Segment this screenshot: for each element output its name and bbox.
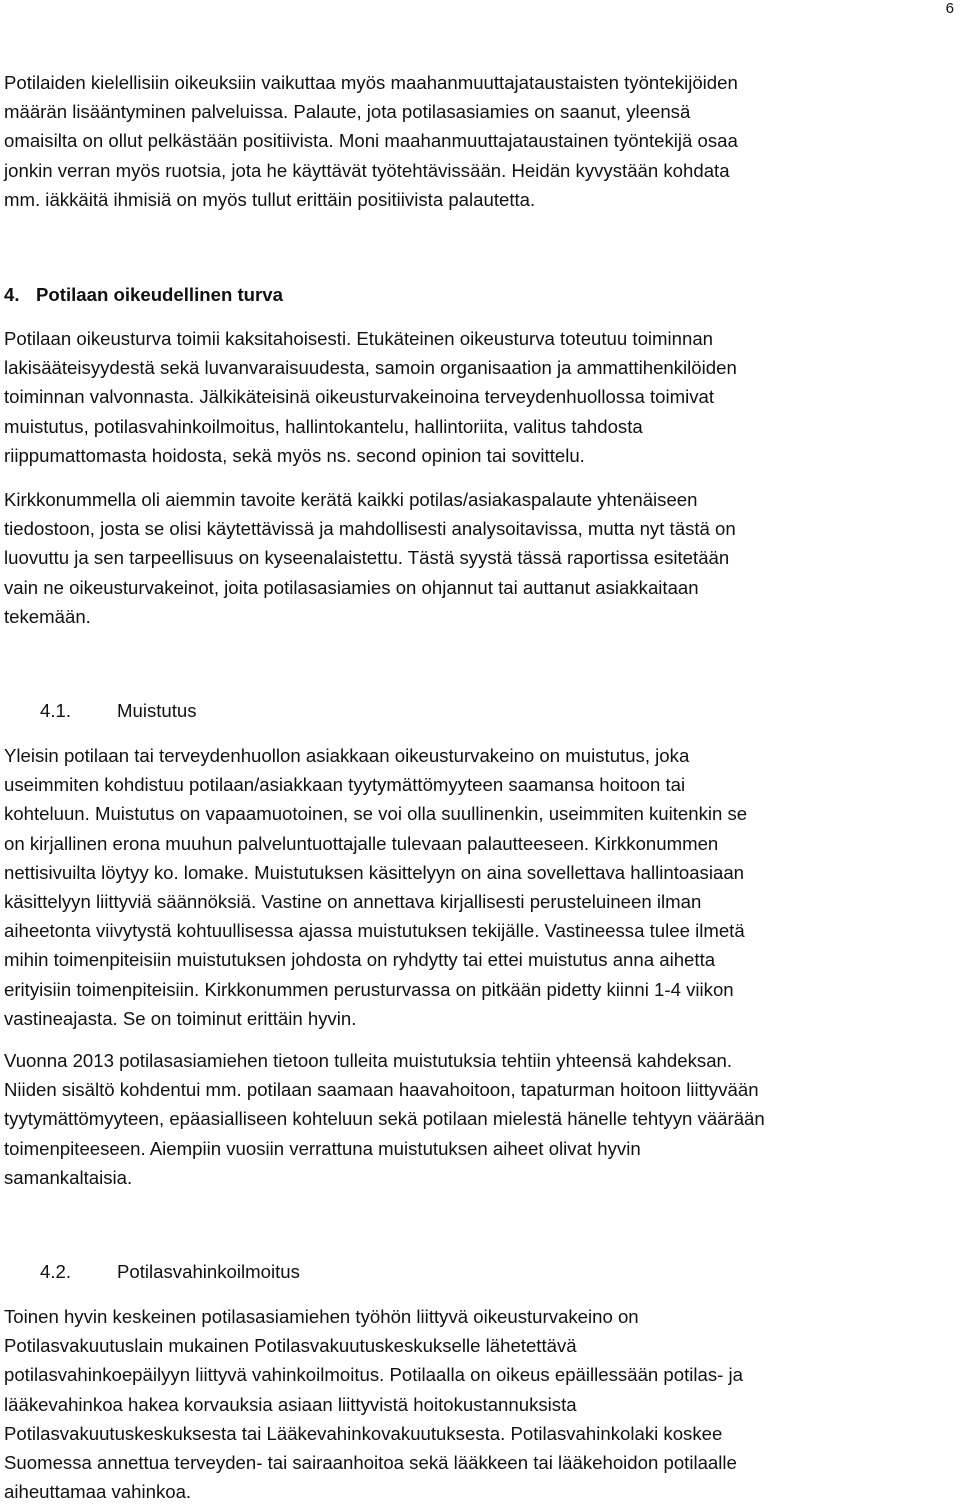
section-4-paragraph-1 [4,324,939,470]
section-4-heading [4,280,283,309]
text-line: aiheuttamaa vahinkoa. [4,1481,192,1503]
text-line: Vuonna 2013 potilasasiamiehen tietoon tulleita muistutuksia tehtiin yhteensä kahdeksan. [4,1050,733,1071]
text-line: potilasvahinkoepäilyyn liittyvä vahinkoilmoitus. Potilaalla on oikeus epäillessään potilas- ja [4,1364,743,1386]
text-line: lakisääteisyydestä sekä luvanvaraisuudesta, samoin organisaation ja ammattihenkilöiden [4,357,737,379]
section-4-number: 4. [4,284,20,305]
text-line: riippumattomasta hoidosta, sekä myös ns. second opinion tai sovittelu. [4,444,585,466]
text-line: nettisivuilta löytyy ko. lomake. Muistutuksen käsittelyyn on aina sovellettava hallintoasiaan [4,861,745,883]
text-line: Kirkkonummella oli aiemmin tavoite kerätä kaikki potilas/asiakaspalaute yhtenäiseen [4,489,698,510]
page-number: 6 [945,0,954,17]
section-4-paragraph-2 [4,485,939,631]
intro-paragraph [4,68,939,214]
text-line: omaisilta on ollut pelkästään positiivista. Moni maahanmuuttajataustainen työntekijä osaa [4,130,738,152]
section-4-1-number: 4.1. [40,700,72,721]
text-line: Potilaiden kielellisiin oikeuksiin vaikuttaa myös maahanmuuttajataustaisten työntekijöiden [4,72,738,93]
text-line: toimenpiteeseen. Aiempiin vuosiin verrattuna muistutuksen aiheet olivat hyvin [4,1137,641,1159]
text-line: Yleisin potilaan tai terveydenhuollon asiakkaan oikeusturvakeino on muistutus, joka [4,745,690,766]
text-line: käsittelyyn liittyviä säännöksiä. Vastine on annettava kirjallisesti perusteluineen ilman [4,891,702,913]
text-line: useimmiten kohdistuu potilaan/asiakkaan tyytymättömyyteen saamansa hoitoon tai [4,774,686,796]
text-line: Potilaan oikeusturva toimii kaksitahoisesti. Etukäteinen oikeusturva toteutuu toiminnan [4,328,714,349]
text-line: kohteluun. Muistutus on vapaamuotoinen, se voi olla suullinenkin, useimmiten kuitenkin se [4,803,748,825]
section-4-title: Potilaan oikeudellinen turva [36,284,283,305]
text-line: Potilasvakuutuskeskuksesta tai Lääkevahinkovakuutuksesta. Potilasvahinkolaki koskee [4,1422,723,1444]
section-4-2-number: 4.2. [40,1261,72,1282]
text-line: samankaltaisia. [4,1166,133,1188]
text-line: erityisiin toimenpiteisiin. Kirkkonummen perusturvassa on pitkään pidetty kiinni 1-4 viikon [4,978,734,1000]
section-4-1-paragraph-2 [4,1046,939,1192]
text-line: muistutus, potilasvahinkoilmoitus, hallintokantelu, hallintoriita, valitus tahdosta [4,415,643,437]
text-line: tekemään. [4,605,91,627]
text-line: määrän lisääntyminen palveluissa. Palaute, jota potilasasiamies on saanut, yleensä [4,101,691,123]
text-line: Suomessa annettua terveyden- tai sairaanhoitoa sekä lääkkeen tai lääkehoidon potilaalle [4,1452,737,1474]
text-line: Niiden sisältö kohdentui mm. potilaan saamaan haavahoitoon, tapaturman hoitoon liittyvään [4,1079,759,1101]
text-line: Potilasvakuutuslain mukainen Potilasvakuutuskeskukselle lähetettävä [4,1335,577,1357]
section-4-1-paragraph-1 [4,741,939,1033]
text-line: toiminnan valvonnasta. Jälkikäteisinä oikeusturvakeinoina terveydenhuollossa toimivat [4,386,715,408]
text-line: jonkin verran myös ruotsia, jota he käyttävät työtehtävissään. Heidän kyvystään kohdata [4,159,730,181]
section-4-2-heading [40,1257,300,1286]
section-4-1-heading [40,696,197,725]
text-line: Toinen hyvin keskeinen potilasasiamiehen työhön liittyvä oikeusturvakeino on [4,1306,639,1327]
text-line: mihin toimenpiteisiin muistutuksen johdosta on ryhdytty tai ettei muistutus anna aihetta [4,949,716,971]
text-line: on kirjallinen erona muuhun palveluntuottajalle tulevaan palautteeseen. Kirkkonummen [4,832,719,854]
section-4-1-title: Muistutus [117,700,197,721]
text-line: vain ne oikeusturvakeinot, joita potilasasiamies on ohjannut tai auttanut asiakkaitaan [4,576,699,598]
text-line: vastineajasta. Se on toiminut erittäin hyvin. [4,1007,357,1029]
text-line: mm. iäkkäitä ihmisiä on myös tullut erittäin positiivista palautetta. [4,188,536,210]
text-line: tyytymättömyyteen, epäasialliseen kohteluun sekä potilaan mielestä hänelle tehtyyn väärään [4,1108,765,1130]
text-line: tiedostoon, josta se olisi käytettävissä ja mahdollisesti analysoitavissa, mutta nyt tästä on [4,518,736,540]
text-line: lääkevahinkoa hakea korvauksia asiaan liittyvistä hoitokustannuksista [4,1393,577,1415]
section-4-2-title: Potilasvahinkoilmoitus [117,1261,300,1282]
text-line: luovuttu ja sen tarpeellisuus on kyseenalaistettu. Tästä syystä tässä raportissa esitetään [4,547,730,569]
text-line: aiheetonta viivytystä kohtuullisessa ajassa muistutuksen tekijälle. Vastineessa tulee ilmetä [4,920,745,942]
section-4-2-paragraph-1 [4,1302,939,1506]
